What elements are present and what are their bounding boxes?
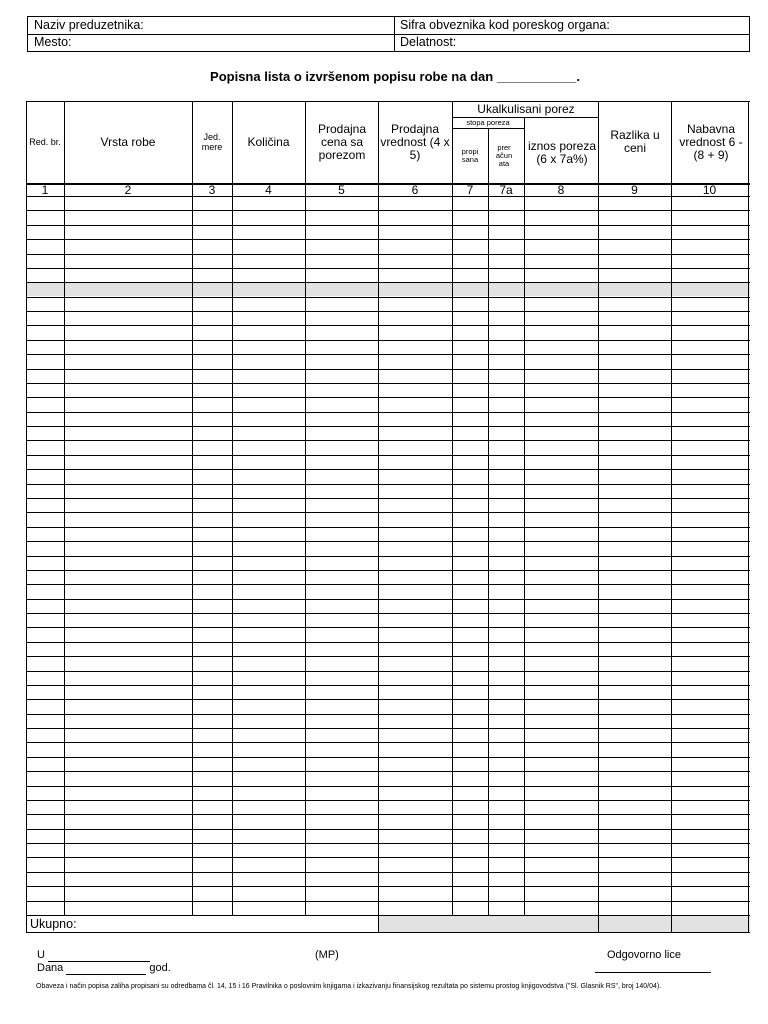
table-row (26, 843, 750, 844)
table-row (26, 397, 750, 398)
col-header-preracunata: prer ačun ata (495, 143, 513, 168)
table-row (26, 383, 750, 384)
activity-field[interactable]: Delatnost: (400, 35, 457, 49)
table-row (26, 872, 750, 873)
table-row (26, 685, 750, 686)
place-field[interactable]: Mesto: (34, 35, 72, 49)
table-row (26, 426, 750, 427)
company-name-field[interactable]: Naziv preduzetnika: (34, 18, 144, 32)
table-row (26, 268, 750, 269)
table-border-top (26, 101, 750, 102)
column-number-9: 9 (631, 183, 638, 197)
table-column-line (64, 101, 65, 915)
column-number-10: 10 (702, 183, 717, 197)
table-row (26, 455, 750, 456)
table-row (26, 915, 750, 916)
col-header-ukalkulisani-porez: Ukalkulisani porez (477, 101, 575, 116)
legal-footnote: Obaveza i način popisa zaliha propisani su odredbama čl. 14, 15 i 16 Pravilnika o poslovnim knjigama i izkazivanju finansijskog rezultata po sistemu prostog knjigovodstva ("Sl. Glasnik RS", broj 140/04). (36, 983, 662, 990)
table-row (26, 671, 750, 672)
table-column-line (192, 101, 193, 915)
col-header-razlika-u-ceni: Razlika u ceni (610, 128, 660, 155)
table-column-line (378, 101, 379, 932)
inventory-table (26, 101, 750, 932)
table-row (26, 412, 750, 413)
column-number-5: 5 (338, 183, 345, 197)
table-row (26, 771, 750, 772)
col-header-vrsta-robe: Vrsta robe (100, 134, 156, 149)
column-number-3: 3 (208, 183, 216, 197)
column-number-1: 1 (41, 183, 49, 197)
total-label: Ukupno: (30, 917, 77, 931)
col-header-red-br: Red. br. (29, 137, 61, 147)
table-column-line (671, 101, 672, 932)
table-row (26, 440, 750, 441)
table-row (26, 354, 750, 355)
table-column-line (748, 101, 749, 932)
place-signature-line[interactable] (37, 949, 150, 962)
table-row (26, 728, 750, 729)
table-column-line (488, 128, 489, 915)
table-row (26, 282, 750, 283)
table-row (26, 311, 750, 312)
table-row (26, 512, 750, 513)
table-row (26, 325, 750, 326)
u-label: U (37, 949, 45, 961)
date-signature-line[interactable] (37, 962, 171, 975)
column-number-8: 8 (557, 183, 565, 197)
table-row (26, 469, 750, 470)
table-row (26, 210, 750, 211)
column-number-7a: 7a (499, 183, 513, 197)
stamp-placeholder: (MP) (315, 949, 339, 961)
table-row (26, 699, 750, 700)
dana-label: Dana (37, 962, 64, 974)
god-label: god. (149, 962, 171, 974)
ukalkulisani-divider (452, 117, 598, 118)
table-row (26, 570, 750, 571)
table-row (26, 369, 750, 370)
place-blank[interactable] (48, 949, 150, 962)
table-column-line (232, 101, 233, 915)
table-row (26, 886, 750, 887)
table-row (26, 857, 750, 858)
number-row-bottom-border (26, 196, 750, 197)
table-column-line (598, 101, 599, 932)
table-row (26, 297, 750, 298)
col-header-prodajna-cena: Prodajna cena sa porezom (317, 121, 367, 162)
table-row (26, 613, 750, 614)
col-header-iznos-poreza: iznos poreza (6 x 7a%) (527, 139, 597, 166)
table-row (26, 800, 750, 801)
col-header-stopa-poreza: stopa poreza (466, 117, 510, 127)
table-row (26, 829, 750, 830)
table-row (26, 627, 750, 628)
table-row (26, 225, 750, 226)
col-header-nabavna-vrednost: Nabavna vrednost 6 - (8 + 9) (679, 121, 743, 162)
table-row (26, 239, 750, 240)
table-row (26, 340, 750, 341)
col-header-kolicina: Količina (247, 134, 290, 149)
table-row (26, 901, 750, 902)
date-blank[interactable] (66, 962, 146, 975)
total-row-shade (378, 915, 750, 932)
table-row (26, 742, 750, 743)
table-row (26, 498, 750, 499)
page-title: Popisna lista o izvršenom popisu robe na dan ___________. (210, 69, 580, 84)
table-row (26, 786, 750, 787)
table-column-line (524, 117, 525, 915)
table-row (26, 714, 750, 715)
col-header-jed-mere: Jed. mere (201, 132, 223, 152)
table-row (26, 757, 750, 758)
column-number-6: 6 (411, 183, 419, 197)
table-row (26, 527, 750, 528)
table-row (26, 254, 750, 255)
header-divider-horizontal (28, 34, 749, 35)
table-column-line (305, 101, 306, 915)
column-number-4: 4 (265, 183, 272, 197)
column-number-2: 2 (124, 183, 132, 197)
table-row (26, 642, 750, 643)
table-row (26, 484, 750, 485)
responsible-person-label: Odgovorno lice (607, 949, 681, 961)
table-row (26, 556, 750, 557)
responsible-signature-line[interactable] (595, 962, 711, 973)
col-header-propisana: propi sana (461, 147, 479, 164)
table-row (26, 584, 750, 585)
column-number-row-shade (26, 283, 750, 296)
column-number-7: 7 (466, 183, 474, 197)
table-row (26, 814, 750, 815)
table-row (26, 599, 750, 600)
col-header-prodajna-vrednost: Prodajna vrednost (4 x 5) (380, 121, 450, 162)
table-border-bottom (26, 932, 750, 933)
table-row (26, 656, 750, 657)
table-column-line (26, 101, 27, 932)
header-info-box (27, 16, 750, 52)
table-column-line (452, 101, 453, 915)
tax-id-field[interactable]: Sifra obveznika kod poreskog organa: (400, 18, 610, 32)
table-row (26, 541, 750, 542)
